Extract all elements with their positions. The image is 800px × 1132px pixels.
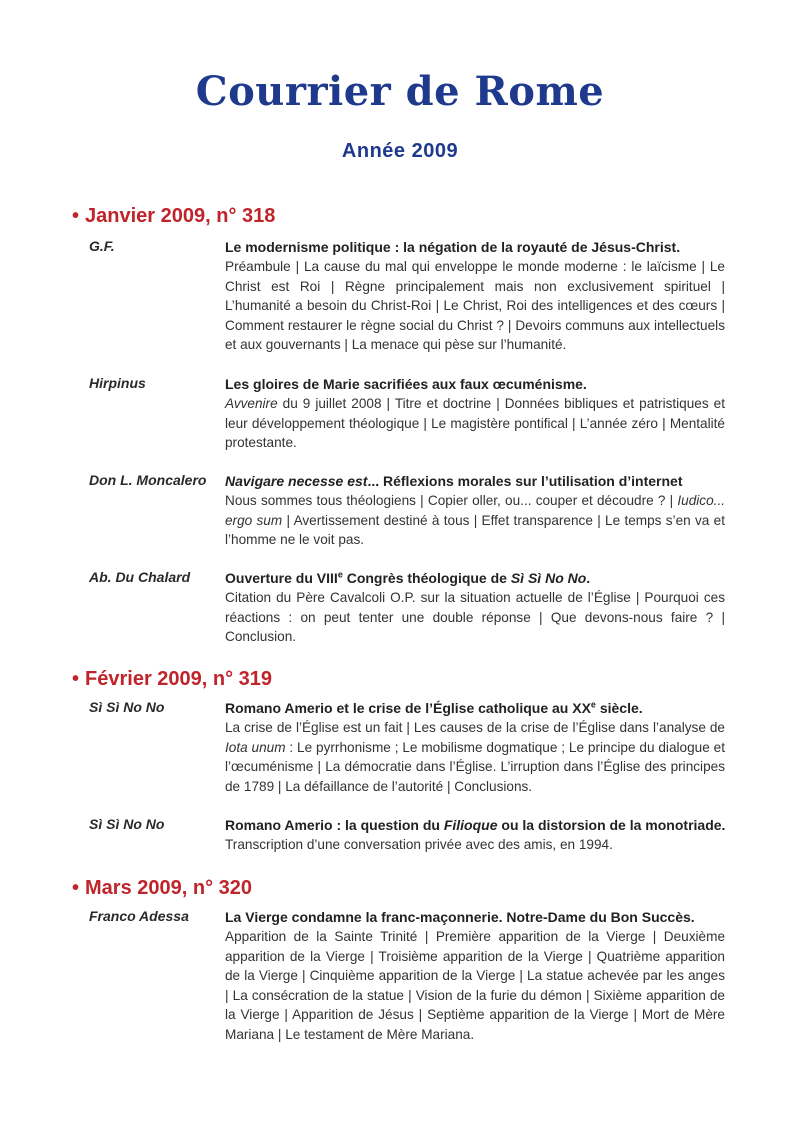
bullet-icon: • — [72, 205, 80, 227]
issue-heading-january: • Janvier 2009, n° 318 — [72, 205, 276, 227]
article-author: Ab. Du Chalard — [89, 569, 191, 585]
article-author: Hirpinus — [89, 375, 146, 391]
year-heading: Année 2009 — [341, 140, 459, 162]
article-title: Le modernisme politique : la négation de la royauté de Jésus-Christ. — [225, 239, 681, 255]
article-title: Ouverture du VIIIe Congrès théologique de Sì Sì No No. — [225, 569, 591, 586]
article-author: Sì Sì No No — [89, 699, 165, 715]
issue-heading-february: • Février 2009, n° 319 — [72, 668, 273, 690]
article-summary: Transcription d’une conversation privée avec des amis, en 1994. — [225, 837, 613, 852]
article-title: La Vierge condamne la franc-maçonnerie. Notre-Dame du Bon Succès. — [225, 909, 695, 925]
article-title: Romano Amerio et le crise de l’Église catholique au XXe siècle. — [225, 699, 643, 716]
bullet-icon: • — [72, 668, 80, 690]
issue-heading-march: • Mars 2009, n° 320 — [72, 877, 253, 899]
article-summary: Nous sommes tous théologiens | Copier oller, ou... couper et découdre ? | Iudico... ergo sum | Avertissement destiné à tous | Effet transparence | Le temps s’en va et l’homme ne le voit pas. — [225, 493, 725, 547]
article-author: Sì Sì No No — [89, 816, 165, 832]
article-summary: Apparition de la Sainte Trinité | Première apparition de la Vierge | Deuxième apparition de la Vierge | Troisième apparition de la Vierge | Quatrième apparition de la Vierge | Cinquième apparition de la Vierge | La statue achevée par les anges | La consécration de la statue | Vision de la furie du démon | Sixième apparition de la Vierge | Apparition de Jésus | Septième apparition de la Vierge | Mort de Mère Mariana | Le testament de Mère Mariana. — [225, 929, 725, 1042]
article-summary: Préambule | La cause du mal qui enveloppe le monde moderne : le laïcisme | Le Christ est Roi | Règne principalement mais non exclusivement spirituel | L’humanité a besoin du Christ-Roi | Le Christ, Roi des intelligences et des cœurs | Comment restaurer le règne social du Christ ? | Devoirs communs aux intellectuels et aux gouvernants | La menace qui pèse sur l’humanité. — [225, 259, 725, 352]
article-title: Les gloires de Marie sacrifiées aux faux œcuménisme. — [225, 376, 587, 392]
article-summary: Avvenire du 9 juillet 2008 | Titre et doctrine | Données bibliques et patristiques et leur développement théologique | Le magistère pontifical | L’année zéro | Mentalité protestante. — [225, 396, 725, 450]
bullet-icon: • — [72, 877, 80, 899]
article-author: Don L. Moncalero — [89, 472, 207, 488]
article-title: Romano Amerio : la question du Filioque ou la distorsion de la monotriade. — [225, 817, 726, 833]
article-author: Franco Adessa — [89, 908, 189, 924]
article-summary: Citation du Père Cavalcoli O.P. sur la situation actuelle de l’Église | Pourquoi ces réactions : on peut tenter une double réponse | Que devons-nous faire ? | Conclusion. — [225, 590, 725, 644]
article-summary: La crise de l’Église est un fait | Les causes de la crise de l’Église dans l’analyse de Iota unum : Le pyrrhonisme ; Le mobilisme dogmatique ; Le principe du dialogue et l’œcuménisme | La démocratie dans l’Église. L’irruption dans l’Église des principes de 1789 | La défaillance de l’autorité | Conclusions. — [225, 720, 725, 794]
article-author: G.F. — [89, 238, 115, 254]
article-title: Navigare necesse est... Réflexions morales sur l’utilisation d’internet — [225, 473, 683, 489]
masthead-title: Courrier de Rome — [195, 68, 605, 115]
